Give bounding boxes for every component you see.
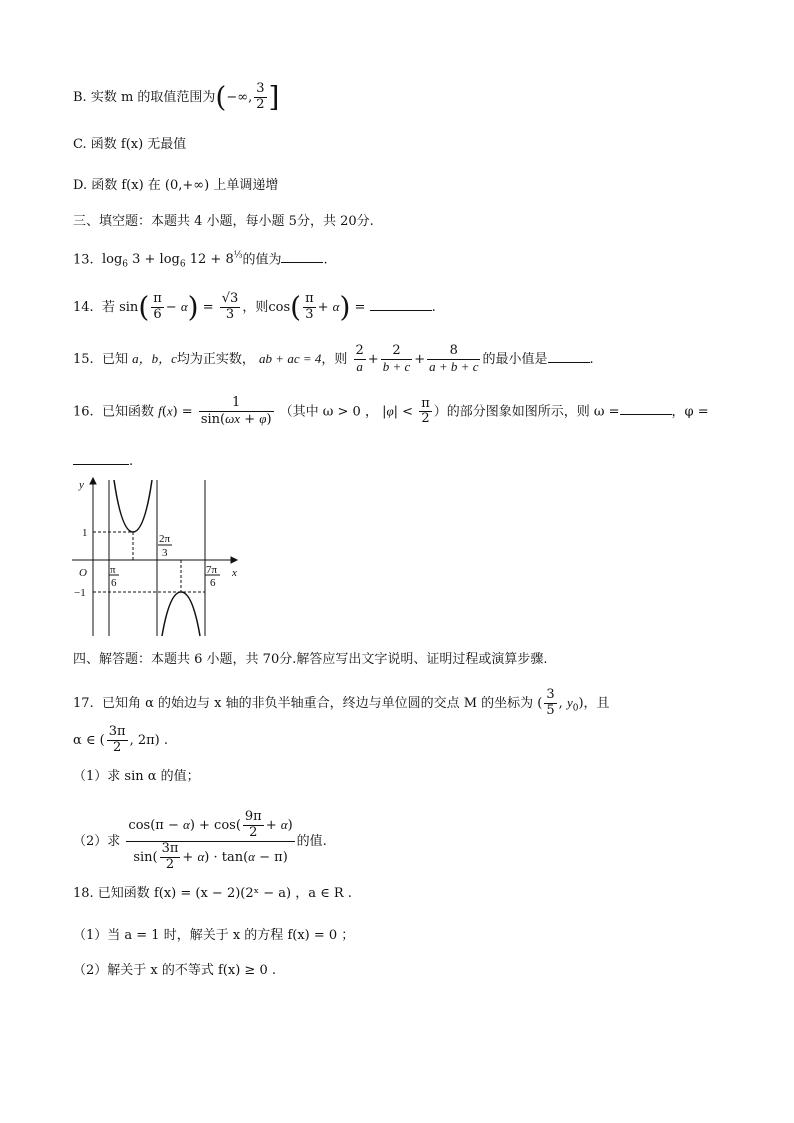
tick-1: 1 [82,527,88,539]
curve-lower [162,592,200,636]
y-axis-arrow [90,478,96,484]
option-b-fraction: $\frac{3}{2}$ [256,81,265,112]
question-14: 14. 若 sin( $\frac{\pi}{6}$ − α) = $\frac{√3}{3}$ ，则cos( $\frac{\pi}{3}$ + α) = . [73,290,436,324]
x-label: x [232,567,237,579]
option-b: B. 实数 m 的取值范围为(−∞, $\frac{3}{2}$ ] [73,80,280,114]
function-graph [72,476,247,641]
tick-2pi3-den: 3 [162,547,168,559]
answer-blank [548,352,590,363]
question-17-part2: （2）求 cos(π − α) + cos( $\frac{9\pi}{2}$ + α) sin( $\frac{3\pi}{2}$ + α) · tan(α − π) 的值. [73,809,327,872]
option-b-text: B. 实数 m 的取值范围为 [73,89,216,105]
tick-minus-1: −1 [74,587,86,599]
tick-2pi3-num: 2π [159,533,171,545]
question-13: 13. $\log_6 3 + \log_6 12 + 8^{\frac{1}{3}}$的值为 . [73,251,328,270]
question-15: 15. 已知 a，b，c均为正实数， ab + ac = 4，则 $\frac{2}{a}$ + $\frac{2}{b + c}$ + $\frac{8}{a + b + c}$ 的最小值是 . [73,343,594,374]
question-17-range: α ∈ ( $\frac{3\pi}{2}$ , 2π) . [73,724,168,755]
tick-7pi6-den: 6 [210,577,216,589]
question-17: 17. 已知角 α 的始边与 x 轴的非负半轴重合，终边与单位圆的交点 M 的坐标为 ( $\frac{3}{5}$ , $y_0$)，且 [73,687,610,718]
section-3-heading: 三、填空题：本题共 4 小题，每小题 5分，共 20分. [73,214,374,229]
question-18-part1: （1）当 a = 1 时，解关于 x 的方程 f(x) = 0 ； [73,928,355,943]
option-c: C. 函数 f(x) 无最值 [73,137,187,152]
answer-blank: . [73,454,133,468]
tick-pi6-num: π [110,564,116,576]
tick-pi6-den: 6 [111,577,117,589]
question-18-part2: （2）解关于 x 的不等式 f(x) ≥ 0 . [73,963,276,978]
answer-blank [281,252,323,263]
answer-blank [370,300,432,311]
tick-7pi6-num: 7π [206,564,218,576]
answer-blank [620,404,672,415]
x-axis-arrow [231,557,237,563]
option-d: D. 函数 f(x) 在 (0,+∞) 上单调递增 [73,178,279,193]
section-4-heading: 四、解答题：本题共 6 小题，共 70分.解答应写出文字说明、证明过程或演算步骤. [73,652,548,667]
origin-label: O [79,567,87,579]
question-16: 16. 已知函数 f(x) = $\frac{1}{\sin(\omega x + \varphi)}$ （其中 ω > 0 ， |φ| < $\frac{\pi}{2}$ ）的部分图象如图所示，则 ω = ，φ = [73,395,709,427]
y-label: y [79,479,84,491]
question-17-part1: （1）求 sin α 的值； [73,769,200,784]
question-18: 18. 已知函数 f(x) = (x − 2)(2ˣ − a) ，a ∈ R . [73,886,352,901]
curve-upper [114,480,152,532]
